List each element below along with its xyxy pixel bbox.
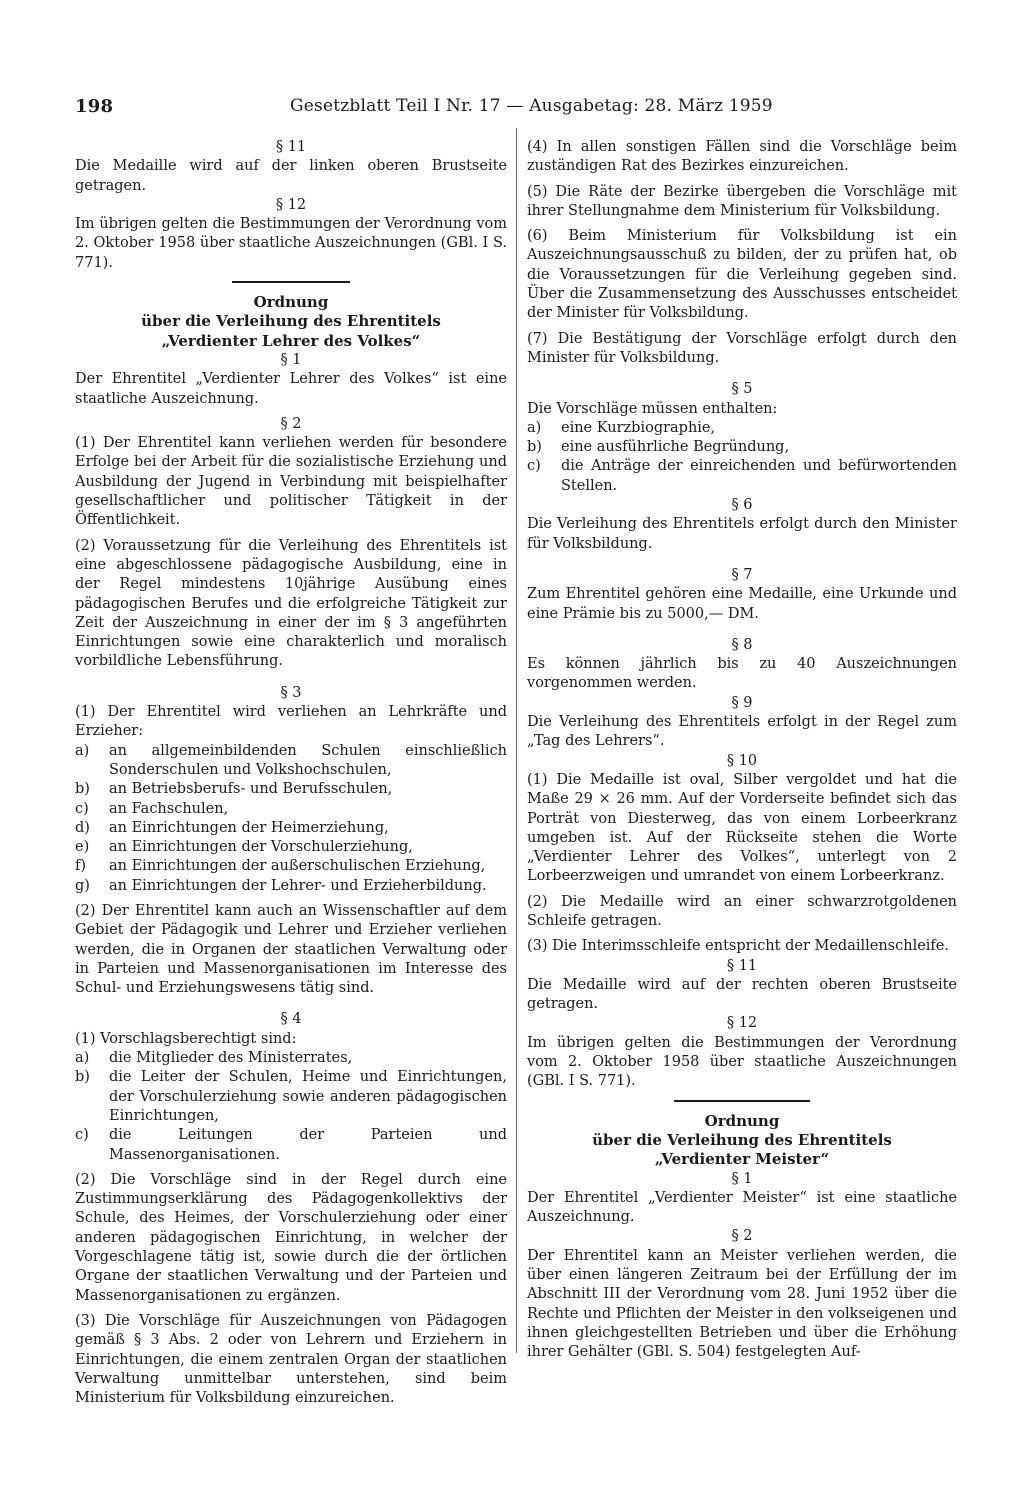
paragraph: (3) Die Interimsschleife entspricht der Medaillenschleife. <box>527 938 949 955</box>
list-item-label: d) <box>75 819 90 836</box>
paragraph: Der Ehrentitel kann an Meister verliehen werden, die über einen längeren Zeitraum bei der Erfüllung der im Abschnitt III der Verordnung vom 28. Juni 1952 über die Rechte und Pflichten der Meister in den volkseigenen und ihnen gleichgestellten Betrieben und über die Erhöhung ihrer Gehälter (GBl. S. 504) festgelegten Auf- <box>527 1247 957 1361</box>
paragraph: (2) Voraussetzung für die Verleihung des Ehrentitels ist eine abgeschlossene pädagogische Ausbildung, eine in der Regel mindestens 10jährige Ausübung eines pädagogischen Berufes und die erfolgreiche Tätigkeit zur Zeit der Auszeichnung in einer der im § 3 angeführten Einrichtungen sowie eine charakterlich und moralisch vorbildliche Lebensführung. <box>75 537 507 670</box>
paragraph: Zum Ehrentitel gehören eine Medaille, eine Urkunde und eine Prämie bis zu 5000,— DM. <box>527 586 957 622</box>
list-item-text: an Fachschulen, <box>109 800 229 817</box>
section-number: § 5 <box>731 381 753 398</box>
list-item-label: g) <box>75 877 90 894</box>
ordinance-heading: Ordnung <box>704 1111 780 1130</box>
paragraph: Die Verleihung des Ehrentitels erfolgt in der Regel zum „Tag des Lehrers“. <box>527 714 957 750</box>
list-item-label: f) <box>75 858 87 875</box>
list-item-label: b) <box>527 439 542 456</box>
left-column <box>75 138 507 1408</box>
list-item-text: an Einrichtungen der Vorschulerziehung, <box>109 839 413 856</box>
column-divider <box>516 128 517 1353</box>
list-item-label: b) <box>75 1069 90 1086</box>
right-column <box>527 138 957 1363</box>
section-number: § 8 <box>731 636 753 653</box>
enumerated-list <box>527 419 957 496</box>
ordinance-heading: über die Verleihung des Ehrentitels <box>141 312 441 331</box>
paragraph: (3) Die Vorschläge für Auszeichnungen von Pädagogen gemäß § 3 Abs. 2 oder von Lehrern und Erziehern in Einrichtungen, die einem zentralen Organ der staatlichen Verwaltung unmittelbar unterstehen, sind beim Ministerium für Volksbildung einzureichen. <box>75 1312 507 1407</box>
section-number: § 3 <box>280 684 302 701</box>
paragraph: Der Ehrentitel „Verdienter Lehrer des Volkes“ ist eine staatliche Auszeichnung. <box>75 371 507 407</box>
list-item <box>75 877 507 896</box>
list-item <box>527 419 957 438</box>
paragraph: (2) Die Medaille wird an einer schwarzrotgoldenen Schleife getragen. <box>527 893 957 929</box>
section-number: § 10 <box>726 752 758 769</box>
section-number: § 6 <box>731 497 753 514</box>
list-item-text: an Betriebsberufs- und Berufsschulen, <box>109 781 393 798</box>
section-number: § 7 <box>731 566 753 583</box>
paragraph: (2) Der Ehrentitel kann auch an Wissenschaftler auf dem Gebiet der Pädagogik und Lehrer und Erzieher verliehen werden, die in Organen der staatlichen Verwaltung oder in Parteien und Massenorganisationen im Interesse des Schul- und Erziehungswesens tätig sind. <box>75 902 507 997</box>
list-item <box>75 780 507 799</box>
section-rule <box>232 281 350 283</box>
paragraph: (1) Vorschlagsberechtigt sind: <box>75 1030 297 1047</box>
list-item-text: an allgemeinbildenden Schulen einschließlich Sonderschulen und Volkshochschulen, <box>109 742 507 778</box>
section-number: § 12 <box>275 196 307 213</box>
list-item-label: a) <box>75 742 90 759</box>
list-item <box>75 1126 507 1165</box>
list-item-text: die Mitglieder des Ministerrates, <box>109 1050 353 1067</box>
section-number: § 1 <box>280 351 302 368</box>
ordinance-heading: „Verdienter Meister“ <box>654 1150 830 1169</box>
paragraph: (2) Die Vorschläge sind in der Regel durch eine Zustimmungserklärung des Pädagogenkollektivs der Schule, des Heimes, der Vorschulerziehung oder einer anderen pädagogischen Einrichtung, in welcher der Vorgeschlagene tätig ist, sowie durch die der örtlichen Organe der staatlichen Verwaltung und der Parteien und Massenorganisationen zu ergänzen. <box>75 1171 507 1304</box>
section-number: § 4 <box>280 1011 302 1028</box>
page-number: 198 <box>75 96 114 117</box>
ordinance-heading: über die Verleihung des Ehrentitels <box>592 1130 892 1149</box>
list-item-text: eine ausführliche Begründung, <box>561 439 790 456</box>
section-rule <box>674 1100 810 1102</box>
ordinance-heading: „Verdienter Lehrer des Volkes“ <box>161 331 421 350</box>
list-item <box>75 857 507 876</box>
section-number: § 12 <box>726 1015 758 1032</box>
paragraph: Die Medaille wird auf der linken oberen Brustseite getragen. <box>75 158 507 194</box>
paragraph: Der Ehrentitel „Verdienter Meister“ ist eine staatliche Auszeichnung. <box>527 1189 957 1226</box>
paragraph: (7) Die Bestätigung der Vorschläge erfolgt durch den Minister für Volksbildung. <box>527 330 957 366</box>
list-item <box>75 819 507 838</box>
list-item <box>527 438 957 457</box>
paragraph: Die Verleihung des Ehrentitels erfolgt durch den Minister für Volksbildung. <box>527 516 957 552</box>
paragraph: Im übrigen gelten die Bestimmungen der Verordnung vom 2. Oktober 1958 über staatliche Auszeichnungen (GBl. I S. 771). <box>527 1034 957 1090</box>
section-number: § 2 <box>280 415 302 432</box>
paragraph: (1) Der Ehrentitel wird verliehen an Lehrkräfte und Erzieher: <box>75 704 507 740</box>
list-item-text: die Anträge der einreichenden und befürwortenden Stellen. <box>561 458 957 494</box>
enumerated-list <box>75 742 507 896</box>
list-item-label: c) <box>527 458 541 475</box>
list-item <box>527 457 957 496</box>
list-item <box>75 742 507 781</box>
list-item <box>75 1049 507 1068</box>
list-item-label: b) <box>75 781 90 798</box>
list-item-text: an Einrichtungen der außerschulischen Erziehung, <box>109 858 486 875</box>
paragraph: Im übrigen gelten die Bestimmungen der Verordnung vom 2. Oktober 1958 über staatliche Auszeichnungen (GBl. I S. 771). <box>75 216 507 271</box>
header-title: Gesetzblatt Teil I Nr. 17 — Ausgabetag: 28. März 1959 <box>290 96 773 116</box>
section-number: § 9 <box>731 694 753 711</box>
section-number: § 11 <box>726 957 758 974</box>
paragraph: (4) In allen sonstigen Fällen sind die Vorschläge beim zuständigen Rat des Bezirkes einzureichen. <box>527 139 957 175</box>
list-item <box>75 800 507 819</box>
paragraph: (5) Die Räte der Bezirke übergeben die Vorschläge mit ihrer Stellungnahme dem Ministerium für Volksbildung. <box>527 183 957 219</box>
list-item <box>75 838 507 857</box>
list-item-text: an Einrichtungen der Heimerziehung, <box>109 819 389 836</box>
list-item-label: c) <box>75 800 89 817</box>
list-item-text: an Einrichtungen der Lehrer- und Erzieherbildung. <box>109 877 487 894</box>
page-header <box>75 96 773 122</box>
paragraph: Die Vorschläge müssen enthalten: <box>527 400 778 417</box>
list-item-label: a) <box>527 419 542 436</box>
list-item-text: eine Kurzbiographie, <box>561 419 716 436</box>
section-number: § 2 <box>731 1228 753 1245</box>
paragraph: Die Medaille wird auf der rechten oberen Brustseite getragen. <box>527 976 957 1013</box>
section-number: § 11 <box>275 139 307 155</box>
paragraph: (6) Beim Ministerium für Volksbildung ist ein Auszeichnungsausschuß zu bilden, der zu prüfen hat, ob die Voraussetzungen für die Verleihung gegeben sind. Über die Zusammensetzung des Ausschusses entscheidet der Minister für Volksbildung. <box>527 228 957 322</box>
ordinance-heading: Ordnung <box>253 293 329 312</box>
paragraph: Es können jährlich bis zu 40 Auszeichnungen vorgenommen werden. <box>527 656 957 692</box>
list-item <box>75 1068 507 1126</box>
list-item-text: die Leitungen der Parteien und Massenorganisationen. <box>109 1127 507 1163</box>
enumerated-list <box>75 1049 507 1165</box>
paragraph: (1) Der Ehrentitel kann verliehen werden für besondere Erfolge bei der Arbeit für die sozialistische Erziehung und Ausbildung der Jugend in Verbindung mit beispielhafter gesellschaftlicher und politischer Tätigkeit in der Öffentlichkeit. <box>75 435 507 529</box>
section-number: § 1 <box>731 1170 753 1187</box>
list-item-label: a) <box>75 1050 90 1067</box>
list-item-label: e) <box>75 839 90 856</box>
list-item-label: c) <box>75 1127 89 1144</box>
paragraph: (1) Die Medaille ist oval, Silber vergoldet und hat die Maße 29 × 26 mm. Auf der Vorderseite befindet sich das Porträt von Diesterweg, das von einem Lorbeerkranz umgeben ist. Auf der Rückseite stehen die Worte „Verdienter Lehrer des Volkes“, unterlegt von 2 Lorbeerzweigen und umrandet von einem Lorbeerkranz. <box>527 771 957 885</box>
list-item-text: die Leiter der Schulen, Heime und Einrichtungen, der Vorschulerziehung sowie anderen pädagogischen Einrichtungen, <box>109 1069 507 1124</box>
